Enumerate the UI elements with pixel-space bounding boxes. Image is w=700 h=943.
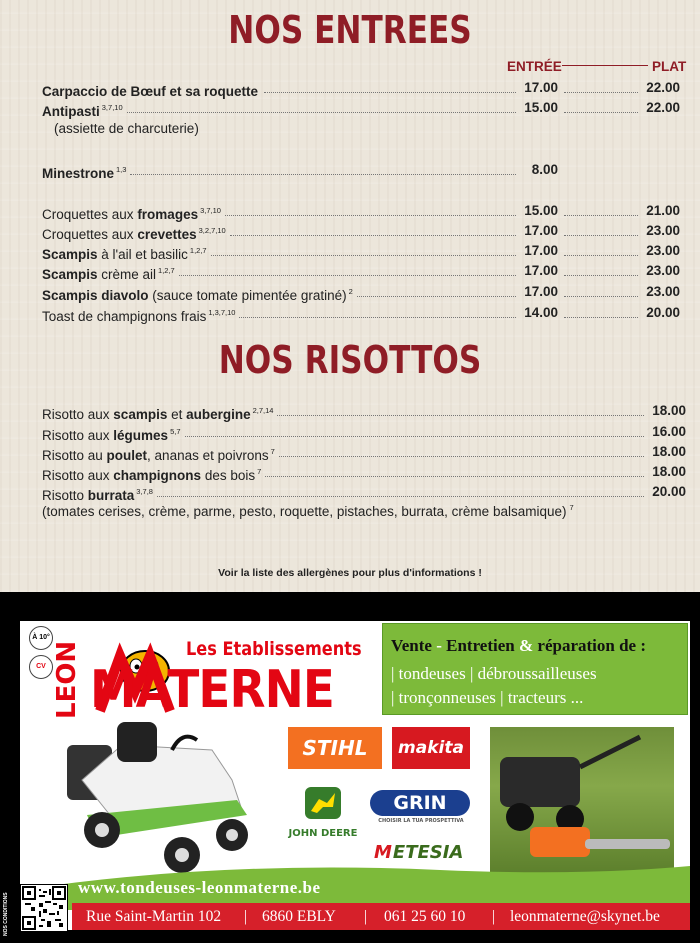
dotted-leader bbox=[279, 456, 644, 457]
risotto-name-part: Risotto aux bbox=[42, 468, 114, 483]
risotto-name-part: , ananas et poivrons bbox=[147, 448, 269, 463]
risotto-name bbox=[42, 423, 181, 445]
conditions-side-text: NOS CONDITIONS bbox=[3, 892, 9, 936]
entree-price: 17.00 bbox=[524, 223, 558, 238]
dotted-leader bbox=[277, 415, 644, 416]
risotto-name-part: des bois bbox=[201, 468, 256, 483]
dotted-leader bbox=[265, 476, 644, 477]
antipasti-description: (assiette de charcuterie) bbox=[54, 121, 199, 136]
dotted-leader bbox=[211, 255, 516, 256]
risotto-name bbox=[42, 463, 261, 485]
entree-row bbox=[42, 304, 682, 322]
entree-name-part: Croquettes aux bbox=[42, 207, 138, 222]
allergen-codes: 1,3,7,10 bbox=[208, 308, 236, 317]
dotted-leader bbox=[130, 174, 516, 175]
entree-name bbox=[42, 283, 353, 305]
etesia-logo: M ETESIA bbox=[374, 841, 464, 863]
risotto-name-part: scampis bbox=[113, 407, 168, 422]
risotto-row bbox=[42, 402, 688, 420]
column-plat-header: PLAT bbox=[652, 59, 687, 74]
entree-name-bold: Carpaccio de Bœuf et sa roquette bbox=[42, 84, 259, 99]
allergen-codes: 3,7,10 bbox=[101, 103, 123, 112]
risotto-name-part: et bbox=[167, 407, 187, 422]
allergen-codes: 1,2,7 bbox=[189, 246, 207, 255]
plat-price: 22.00 bbox=[646, 100, 680, 115]
entree-name-part: à l'ail et basilic bbox=[97, 247, 188, 262]
entree-name bbox=[42, 262, 175, 284]
risotto-price: 16.00 bbox=[652, 424, 686, 439]
dotted-leader bbox=[564, 235, 638, 236]
entree-name bbox=[42, 79, 260, 101]
entree-name-bold: Minestrone bbox=[42, 166, 115, 181]
entree-name-bold: fromages bbox=[137, 207, 199, 222]
entree-price: 17.00 bbox=[524, 263, 558, 278]
entree-name bbox=[42, 242, 207, 264]
plat-price: 21.00 bbox=[646, 203, 680, 218]
risotto-name-part: Risotto aux bbox=[42, 428, 114, 443]
services-line-1: | tondeuses | débroussailleuses bbox=[391, 664, 597, 683]
allergen-codes: 3,7,10 bbox=[200, 206, 221, 215]
risotto-row bbox=[42, 463, 688, 481]
plat-price: 23.00 bbox=[646, 223, 680, 238]
column-header-rule bbox=[562, 65, 648, 66]
les-etablissements-text: Les Etablissements bbox=[186, 638, 362, 660]
plat-price: 23.00 bbox=[646, 284, 680, 299]
materne-logo-text: MATERNE bbox=[90, 660, 334, 720]
risotto-name-part: poulet bbox=[106, 448, 148, 463]
risotto-price: 18.00 bbox=[652, 444, 686, 459]
entrees-title: NOS ENTREES bbox=[228, 8, 472, 52]
entree-price: 15.00 bbox=[524, 100, 558, 115]
entree-name-bold: crevettes bbox=[137, 227, 197, 242]
grin-logo: GRIN bbox=[370, 790, 470, 816]
plat-price: 23.00 bbox=[646, 263, 680, 278]
entree-name bbox=[42, 99, 123, 121]
risotto-name-part: burrata bbox=[87, 488, 135, 503]
entree-price: 8.00 bbox=[531, 162, 558, 177]
entree-price: 15.00 bbox=[524, 203, 558, 218]
risotto-price: 18.00 bbox=[652, 403, 686, 418]
entree-row bbox=[42, 161, 682, 179]
burrata-description: (tomates cerises, crème, parme, pesto, roquette, pistaches, burrata, crème balsamique) $^7$ bbox=[42, 503, 574, 519]
risotto-name bbox=[42, 402, 273, 424]
allergen-codes: 7 bbox=[270, 447, 275, 456]
age-badge: À 10° bbox=[29, 626, 53, 650]
allergen-codes: 5,7 bbox=[170, 427, 181, 436]
street-address: Rue Saint-Martin 102 bbox=[86, 908, 222, 925]
dotted-leader bbox=[564, 255, 638, 256]
entree-row bbox=[42, 202, 682, 220]
entree-name-part: Toast de champignons frais bbox=[42, 309, 207, 324]
column-entree-header: ENTRÉE bbox=[507, 59, 562, 74]
email-address[interactable]: leonmaterne@skynet.be bbox=[510, 908, 660, 925]
entree-name-part: Croquettes aux bbox=[42, 227, 138, 242]
risotto-name-part: Risotto aux bbox=[42, 407, 114, 422]
entree-price: 17.00 bbox=[524, 80, 558, 95]
dotted-leader bbox=[179, 275, 516, 276]
risotto-name bbox=[42, 443, 275, 465]
leon-logo-text: LEON bbox=[52, 640, 82, 720]
risotto-name bbox=[42, 483, 153, 505]
dotted-leader bbox=[127, 112, 516, 113]
dotted-leader bbox=[157, 496, 644, 497]
phone-number: 061 25 60 10 bbox=[384, 908, 466, 925]
entree-row bbox=[42, 222, 682, 240]
website-url[interactable]: www.tondeuses-leonmaterne.be bbox=[78, 878, 321, 897]
allergen-note: Voir la liste des allergènes pour plus d'informations ! bbox=[218, 567, 482, 579]
services-title: Vente - Entretien & réparation de : bbox=[391, 636, 646, 655]
entree-row bbox=[42, 283, 682, 301]
entree-name bbox=[42, 304, 235, 326]
cv-badge: CV bbox=[29, 655, 53, 679]
dotted-leader bbox=[230, 235, 516, 236]
risottos-title: NOS RISOTTOS bbox=[218, 338, 482, 382]
john-deere-deer-icon bbox=[303, 785, 343, 821]
dotted-leader bbox=[239, 317, 516, 318]
risotto-price: 20.00 bbox=[652, 484, 686, 499]
entree-row bbox=[42, 242, 682, 260]
grin-tagline: CHOISIR LA TUA PROSPETTIVA bbox=[378, 818, 464, 824]
dotted-leader bbox=[564, 296, 638, 297]
allergen-codes: 1,3 bbox=[116, 165, 127, 174]
allergen-codes: 7 bbox=[257, 467, 262, 476]
entree-price: 17.00 bbox=[524, 243, 558, 258]
allergen-codes: 3,2,7,10 bbox=[198, 226, 226, 235]
entree-row bbox=[42, 79, 682, 97]
risotto-name-part: Risotto au bbox=[42, 448, 107, 463]
allergen-codes: 2,7,14 bbox=[252, 406, 274, 415]
services-line-2: | tronçonneuses | tracteurs ... bbox=[391, 688, 584, 707]
dotted-leader bbox=[564, 275, 638, 276]
risotto-name-part: légumes bbox=[113, 428, 169, 443]
plat-price: 20.00 bbox=[646, 305, 680, 320]
plat-price: 22.00 bbox=[646, 80, 680, 95]
entree-price: 17.00 bbox=[524, 284, 558, 299]
entree-name-part: (sauce tomate pimentée gratiné) bbox=[148, 288, 347, 303]
entree-price: 14.00 bbox=[524, 305, 558, 320]
dotted-leader bbox=[357, 296, 516, 297]
qr-code[interactable] bbox=[20, 884, 68, 932]
risotto-row bbox=[42, 443, 688, 461]
entree-row bbox=[42, 262, 682, 280]
contact-bar: Rue Saint-Martin 102 | 6860 EBLY | 061 25 60 10 | leonmaterne@skynet.be bbox=[72, 903, 690, 930]
entree-name-bold: Scampis diavolo bbox=[42, 288, 149, 303]
plat-price: 23.00 bbox=[646, 243, 680, 258]
ride-on-mower-image bbox=[62, 720, 262, 880]
entree-name-bold: Scampis bbox=[42, 267, 98, 282]
allergen-codes: 1,2,7 bbox=[158, 266, 175, 275]
mower-chainsaw-photo bbox=[490, 727, 674, 875]
risotto-row bbox=[42, 423, 688, 441]
services-box bbox=[382, 623, 688, 715]
dotted-leader bbox=[225, 215, 516, 216]
entree-row bbox=[42, 99, 682, 117]
entree-name-bold: Scampis bbox=[42, 247, 98, 262]
entree-name-part: crème ail bbox=[97, 267, 157, 282]
risotto-name-part: Risotto bbox=[42, 488, 88, 503]
stihl-logo: STIHL bbox=[288, 727, 382, 769]
makita-logo: makita bbox=[392, 727, 470, 769]
entree-name-bold: Antipasti bbox=[42, 104, 100, 119]
risotto-price: 18.00 bbox=[652, 464, 686, 479]
risotto-row bbox=[42, 483, 688, 501]
risotto-name-part: champignons bbox=[113, 468, 202, 483]
allergen-codes: 2 bbox=[348, 287, 353, 296]
dotted-leader bbox=[185, 436, 644, 437]
dotted-leader bbox=[564, 92, 638, 93]
entree-name bbox=[42, 161, 126, 183]
entree-name bbox=[42, 202, 221, 224]
risotto-name-part: aubergine bbox=[186, 407, 251, 422]
dotted-leader bbox=[564, 215, 638, 216]
allergen-codes: 3,7,8 bbox=[136, 487, 153, 496]
entree-name bbox=[42, 222, 226, 244]
dotted-leader bbox=[564, 112, 638, 113]
dotted-leader bbox=[564, 317, 638, 318]
dotted-leader bbox=[264, 92, 516, 93]
john-deere-text: JOHN DEERE bbox=[288, 827, 358, 839]
city: 6860 EBLY bbox=[262, 908, 336, 925]
